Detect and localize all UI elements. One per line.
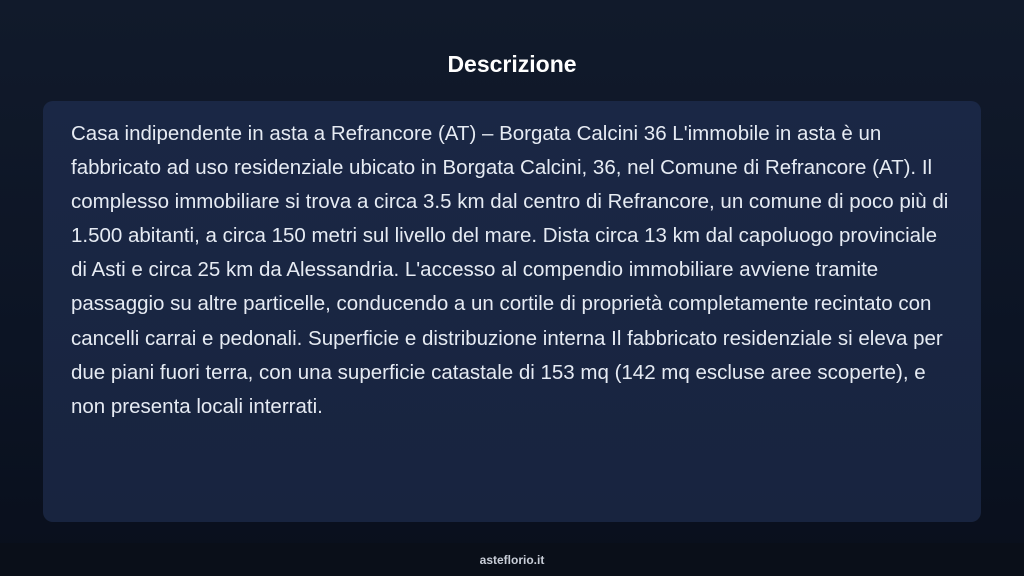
footer-site-link[interactable]: asteflorio.it (479, 552, 545, 567)
description-text: Casa indipendente in asta a Refrancore (AT) – Borgata Calcini 36 L'immobile in asta è un fabbricato ad uso residenziale ubicato in Borgata Calcini, 36, nel Comune di Refrancore (AT). Il complesso immobiliare si trova a circa 3.5 km dal centro di Refrancore, un comune di poco più di 1.500 abitanti, a circa 150 metri sul livello del mare. Dista circa 13 km dal capoluogo provinciale di Asti e circa 25 km da Alessandria. L'accesso al compendio immobiliare avviene tramite passaggio su altre particelle, conducendo a un cortile di proprietà completamente recintato con cancelli carrai e pedonali. Superficie e distribuzione interna Il fabbricato residenziale si eleva per due piani fuori terra, con una superficie catastale di 153 mq (142 mq escluse aree scoperte), e non presenta locali interrati. (71, 122, 949, 418)
page-title: Descrizione (447, 51, 577, 77)
description-card (43, 101, 981, 522)
footer-bar (0, 543, 1024, 576)
